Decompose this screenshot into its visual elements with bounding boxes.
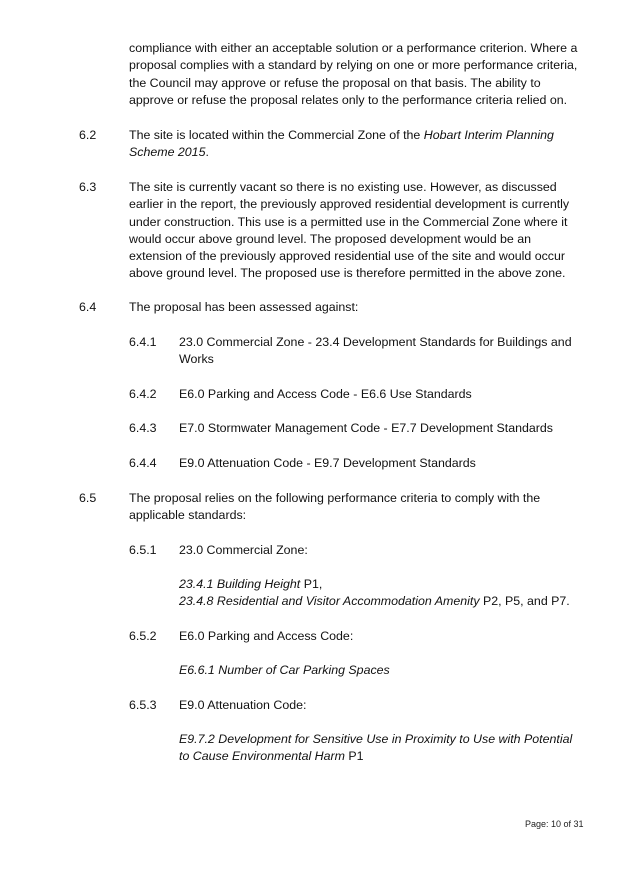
intro-line: proposal complies with a standard by relying on one or more performance criteria,	[129, 58, 578, 73]
criterion-ref: P1,	[300, 577, 323, 591]
section-6-4-text: The proposal has been assessed against:	[129, 300, 359, 314]
criteria-6-5-3	[179, 731, 584, 766]
item-6-4-3-text: E7.0 Stormwater Management Code - E7.7 Development Standards	[179, 421, 553, 435]
item-number-6-5-1: 6.5.1	[129, 543, 157, 557]
section-number-6-4: 6.4	[79, 300, 97, 314]
item-6-5-3-text: E9.0 Attenuation Code:	[179, 698, 307, 712]
criterion-line	[179, 593, 584, 610]
page-number: Page: 10 of 31	[525, 819, 584, 829]
section-6-3-line: extension of the previously approved residential use of the site and would occur	[129, 249, 566, 264]
criterion-line	[179, 576, 584, 593]
criteria-6-5-1	[179, 576, 584, 611]
criterion-clause: E9.7.2 Development for Sensitive Use in Proximity to Use with Potential to Cause Environmental Harm	[179, 732, 573, 764]
section-6-5-line: The proposal relies on the following performance criteria to comply with the	[129, 491, 541, 505]
scheme-name: Hobart Interim Planning Scheme 2015	[129, 128, 554, 160]
section-6-3-text	[129, 179, 579, 283]
item-6-4-2-text: E6.0 Parking and Access Code - E6.6 Use Standards	[179, 387, 472, 401]
item-number-6-4-1: 6.4.1	[129, 335, 157, 349]
criteria-6-5-2	[179, 662, 584, 679]
intro-paragraph	[129, 40, 579, 109]
section-6-3-line: The site is currently vacant so there is no existing use. However, as discussed	[129, 180, 557, 194]
section-number-6-2: 6.2	[79, 128, 97, 142]
section-6-3-line: above ground level. The proposed use is therefore permitted in the above zone.	[129, 266, 566, 281]
section-number-6-3: 6.3	[79, 180, 97, 194]
intro-line: the Council may approve or refuse the proposal on that basis. The ability to	[129, 75, 541, 90]
criterion-clause: E6.6.1 Number of Car Parking Spaces	[179, 663, 390, 677]
item-number-6-5-2: 6.5.2	[129, 629, 157, 643]
criterion-ref: P2, P5, and P7.	[479, 594, 570, 609]
item-number-6-5-3: 6.5.3	[129, 698, 157, 712]
item-number-6-4-2: 6.4.2	[129, 387, 157, 401]
intro-line: approve or refuse the proposal relates only to the performance criteria relied on.	[129, 92, 568, 107]
section-6-2-text-before: The site is located within the Commercial Zone of the	[129, 128, 424, 142]
section-6-5-line: applicable standards:	[129, 508, 247, 523]
section-6-3-line: under construction. This use is a permitted use in the Commercial Zone where it	[129, 214, 568, 229]
section-6-2-text-after: .	[205, 145, 209, 160]
criterion-ref: P1	[344, 749, 364, 764]
item-6-4-4-text: E9.0 Attenuation Code - E9.7 Development Standards	[179, 456, 476, 470]
item-6-4-1-text: 23.0 Commercial Zone - 23.4 Development Standards for Buildings and Works	[179, 335, 572, 367]
criterion-clause: 23.4.1 Building Height	[179, 577, 301, 591]
section-number-6-5: 6.5	[79, 491, 97, 505]
section-6-2-text	[129, 127, 579, 162]
item-number-6-4-4: 6.4.4	[129, 456, 157, 470]
item-number-6-4-3: 6.4.3	[129, 421, 157, 435]
item-6-5-2-text: E6.0 Parking and Access Code:	[179, 629, 354, 643]
item-6-5-1-text: 23.0 Commercial Zone:	[179, 543, 308, 557]
criterion-clause: 23.4.8 Residential and Visitor Accommodation Amenity	[179, 594, 480, 609]
section-6-3-line: would occur above ground level. The proposed development would be an	[129, 231, 532, 246]
intro-line: compliance with either an acceptable solution or a performance criterion. Where a	[129, 41, 578, 55]
section-6-5-text	[129, 490, 579, 525]
section-6-3-line: earlier in the report, the previously approved residential development is currently	[129, 197, 570, 212]
